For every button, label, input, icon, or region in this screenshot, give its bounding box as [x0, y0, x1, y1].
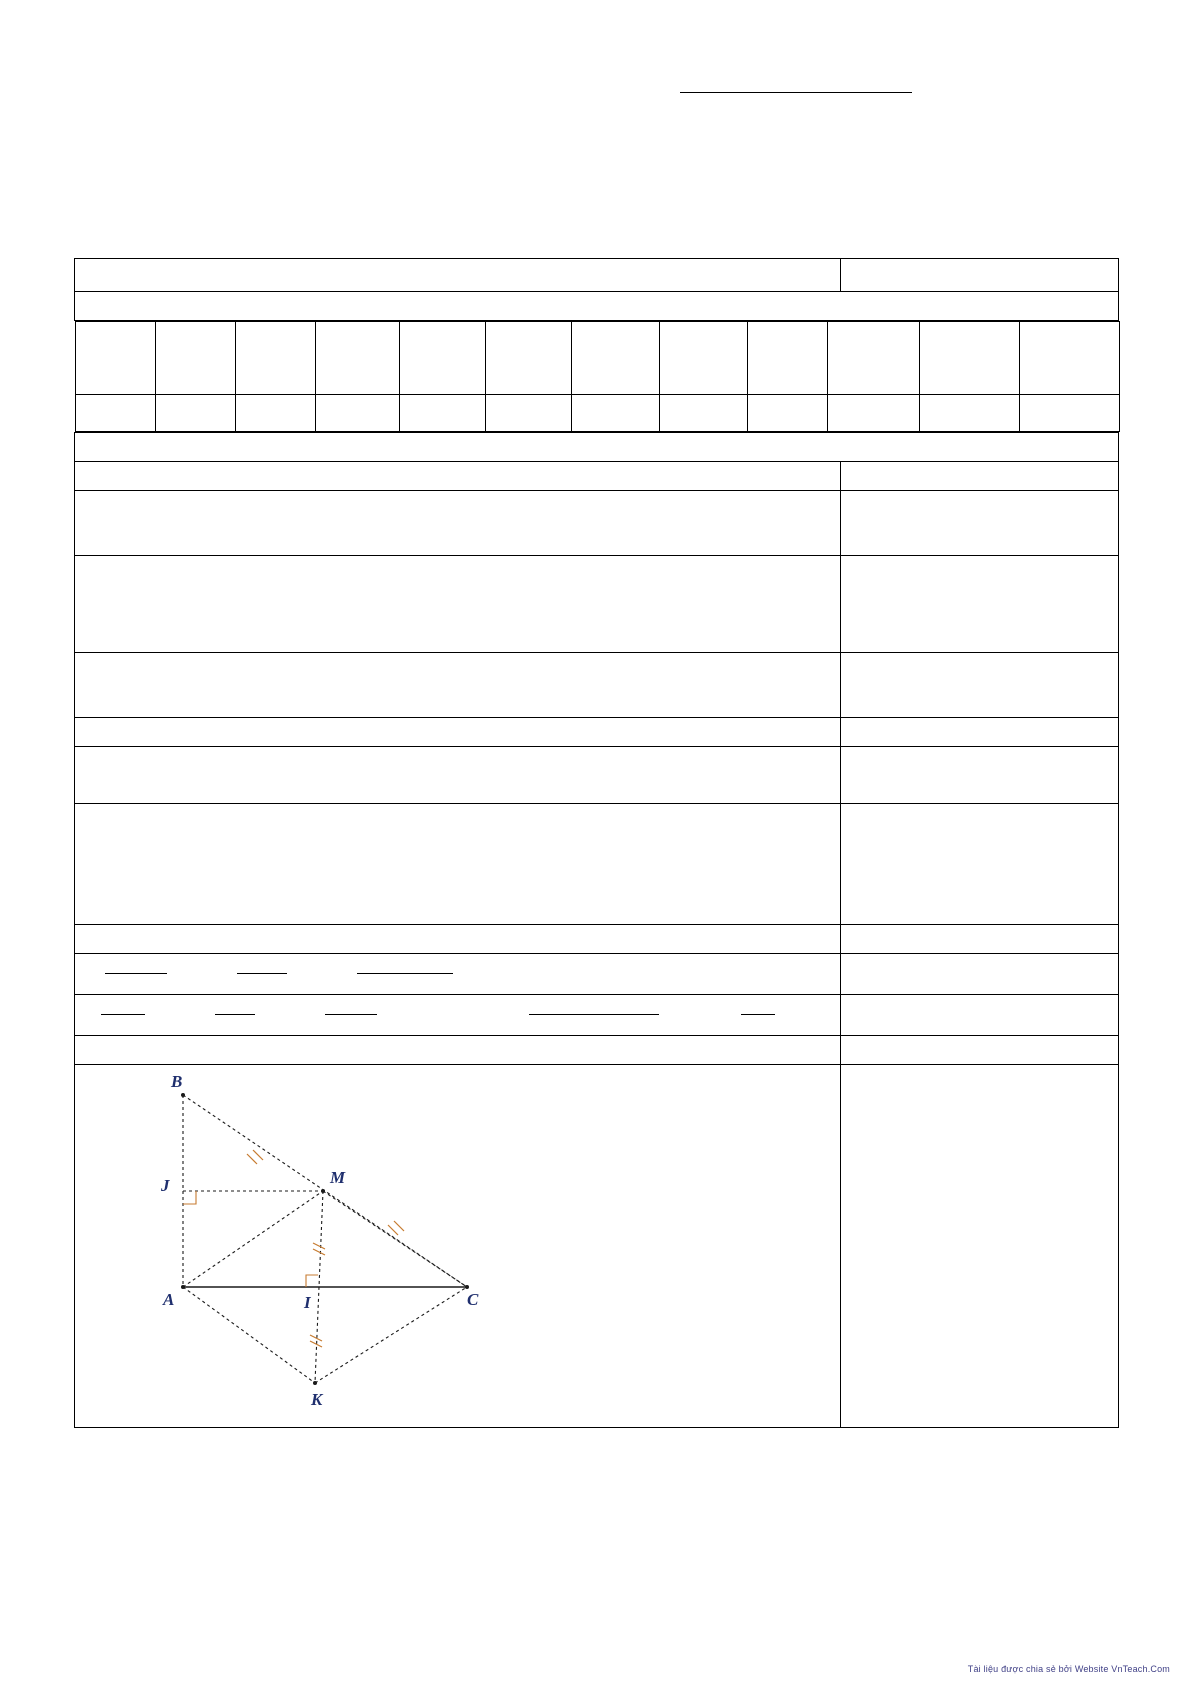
- body-right-text-4: [841, 718, 1118, 726]
- body-left-text-7: [75, 925, 840, 933]
- body-right-text-5: [841, 747, 1118, 755]
- table-row: [75, 556, 1119, 653]
- body-cell-right-6[interactable]: [841, 804, 1119, 925]
- grid-cell-text: [316, 395, 399, 403]
- divider-cell-right[interactable]: [841, 1036, 1119, 1065]
- grid-cell-text: [920, 322, 1019, 330]
- divider-left-text: [75, 1036, 840, 1044]
- body-cell-left-4: [75, 718, 841, 747]
- grid-cell[interactable]: [571, 322, 659, 395]
- blanks-cell-left-2: [75, 995, 841, 1036]
- blank-line[interactable]: [357, 973, 453, 974]
- figure-right-text: [841, 1065, 1118, 1073]
- footer-note: Tài liệu được chia sẻ bởi Website VnTeach.Com: [967, 1664, 1170, 1674]
- blank-line[interactable]: [325, 1014, 377, 1015]
- body-right-text-7: [841, 925, 1118, 933]
- grid-cell[interactable]: [315, 395, 399, 432]
- body-left-text-4: [75, 718, 840, 726]
- body-left-text-5: [75, 747, 840, 755]
- blanks-cell-left-1: [75, 954, 841, 995]
- answer-grid-container: [75, 321, 1119, 433]
- grid-cell-text: [748, 395, 827, 403]
- body-left-text-3: [75, 653, 840, 661]
- table-row: [75, 1036, 1119, 1065]
- body-cell-right-7[interactable]: [841, 925, 1119, 954]
- blank-line-group-1: [75, 954, 840, 992]
- blank-line[interactable]: [741, 1014, 775, 1015]
- table-row: [75, 462, 1119, 491]
- divider-right-text: [841, 1036, 1118, 1044]
- grid-cell-text: [572, 322, 659, 330]
- body-right-text-3: [841, 653, 1118, 661]
- body-right-text-6: [841, 804, 1118, 812]
- blank-line[interactable]: [101, 1014, 145, 1015]
- fullwidth-cell-1: [75, 292, 1119, 321]
- table-row: [75, 925, 1119, 954]
- point-label-I: I: [304, 1293, 311, 1312]
- grid-cell-text: [660, 395, 747, 403]
- grid-cell[interactable]: [315, 322, 399, 395]
- grid-cell-text: [236, 322, 315, 330]
- blanks-cell-right-1[interactable]: [841, 954, 1119, 995]
- body-cell-left-7: [75, 925, 841, 954]
- grid-cell[interactable]: [399, 322, 485, 395]
- grid-cell[interactable]: [75, 322, 155, 395]
- body-cell-right-2[interactable]: [841, 556, 1119, 653]
- figure-cell: [75, 1065, 841, 1428]
- grid-cell-text: [1020, 322, 1119, 330]
- grid-cell-text: [156, 395, 235, 403]
- grid-cell-text: [236, 395, 315, 403]
- grid-cell[interactable]: [1019, 395, 1119, 432]
- table-row: [75, 395, 1119, 432]
- fullwidth-text-1: [75, 292, 1118, 300]
- blank-line-group-2: [75, 995, 840, 1033]
- grid-cell[interactable]: [747, 322, 827, 395]
- body-right-text-1: [841, 491, 1118, 499]
- header-cell-right: [841, 259, 1119, 292]
- header-cell-left: [75, 259, 841, 292]
- section-left-text: [75, 462, 840, 470]
- body-left-text-2: [75, 556, 840, 564]
- grid-cell-text: [316, 322, 399, 330]
- grid-cell[interactable]: [827, 322, 919, 395]
- fullwidth-cell-2: [75, 433, 1119, 462]
- worksheet-table: [74, 258, 1119, 1428]
- body-cell-left-2: [75, 556, 841, 653]
- header-right-text: [841, 259, 1118, 267]
- blank-line[interactable]: [237, 973, 287, 974]
- figure-cell-right[interactable]: [841, 1065, 1119, 1428]
- header-left-text: [75, 259, 840, 267]
- table-row: [75, 292, 1119, 321]
- section-right-text: [841, 462, 1118, 470]
- point-label-B: B: [171, 1072, 183, 1091]
- grid-cell[interactable]: [919, 322, 1019, 395]
- grid-cell[interactable]: [155, 322, 235, 395]
- grid-cell[interactable]: [75, 395, 155, 432]
- grid-cell[interactable]: [571, 395, 659, 432]
- grid-cell[interactable]: [399, 395, 485, 432]
- geometry-figure: [75, 1065, 840, 1427]
- grid-cell-text: [76, 322, 155, 330]
- grid-cell-text: [76, 395, 155, 403]
- table-row: [75, 747, 1119, 804]
- blanks-cell-right-2[interactable]: [841, 995, 1119, 1036]
- point-label-A: A: [163, 1290, 175, 1309]
- table-row: [75, 954, 1119, 995]
- title-rule: [680, 92, 912, 93]
- table-row: [75, 433, 1119, 462]
- grid-cell-text: [156, 322, 235, 330]
- table-row: [75, 259, 1119, 292]
- table-row: [75, 322, 1119, 395]
- grid-cell[interactable]: [827, 395, 919, 432]
- body-left-text-6: [75, 804, 840, 812]
- grid-cell[interactable]: [235, 395, 315, 432]
- grid-cell[interactable]: [155, 395, 235, 432]
- body-cell-right-4[interactable]: [841, 718, 1119, 747]
- body-cell-right-5[interactable]: [841, 747, 1119, 804]
- grid-cell[interactable]: [1019, 322, 1119, 395]
- answer-grid: [75, 321, 1120, 432]
- grid-cell-text: [1020, 395, 1119, 403]
- point-label-J: J: [161, 1176, 170, 1195]
- point-label-K: K: [311, 1390, 323, 1409]
- grid-cell-text: [486, 322, 571, 330]
- grid-cell-text: [660, 322, 747, 330]
- grid-cell[interactable]: [485, 395, 571, 432]
- grid-cell[interactable]: [747, 395, 827, 432]
- grid-cell-text: [400, 322, 485, 330]
- body-left-text-1: [75, 491, 840, 499]
- table-row: [75, 804, 1119, 925]
- point-label-M: M: [330, 1168, 346, 1187]
- blank-line[interactable]: [105, 973, 167, 974]
- grid-cell-text: [400, 395, 485, 403]
- body-cell-left-3: [75, 653, 841, 718]
- grid-cell-text: [486, 395, 571, 403]
- table-row: [75, 1065, 1119, 1428]
- blanks-right-text-2: [841, 995, 1118, 1003]
- table-row: [75, 491, 1119, 556]
- body-cell-left-5: [75, 747, 841, 804]
- grid-cell[interactable]: [485, 322, 571, 395]
- body-cell-left-6: [75, 804, 841, 925]
- grid-cell-text: [920, 395, 1019, 403]
- body-right-text-2: [841, 556, 1118, 564]
- grid-cell[interactable]: [919, 395, 1019, 432]
- body-cell-right-3[interactable]: [841, 653, 1119, 718]
- grid-cell-text: [748, 322, 827, 330]
- fullwidth-text-2: [75, 433, 1118, 441]
- table-row: [75, 321, 1119, 433]
- grid-cell[interactable]: [235, 322, 315, 395]
- grid-cell[interactable]: [659, 322, 747, 395]
- divider-cell-left: [75, 1036, 841, 1065]
- table-row: [75, 995, 1119, 1036]
- blank-line[interactable]: [529, 1014, 659, 1015]
- grid-cell[interactable]: [659, 395, 747, 432]
- section-cell-left: [75, 462, 841, 491]
- geometry-svg: [75, 1065, 841, 1427]
- point-label-C: C: [467, 1290, 479, 1309]
- body-cell-left-1: [75, 491, 841, 556]
- body-cell-right-1[interactable]: [841, 491, 1119, 556]
- blank-line[interactable]: [215, 1014, 255, 1015]
- table-row: [75, 653, 1119, 718]
- blanks-right-text-1: [841, 954, 1118, 962]
- grid-cell-text: [572, 395, 659, 403]
- grid-cell-text: [828, 395, 919, 403]
- section-cell-right[interactable]: [841, 462, 1119, 491]
- grid-cell-text: [828, 322, 919, 330]
- table-row: [75, 718, 1119, 747]
